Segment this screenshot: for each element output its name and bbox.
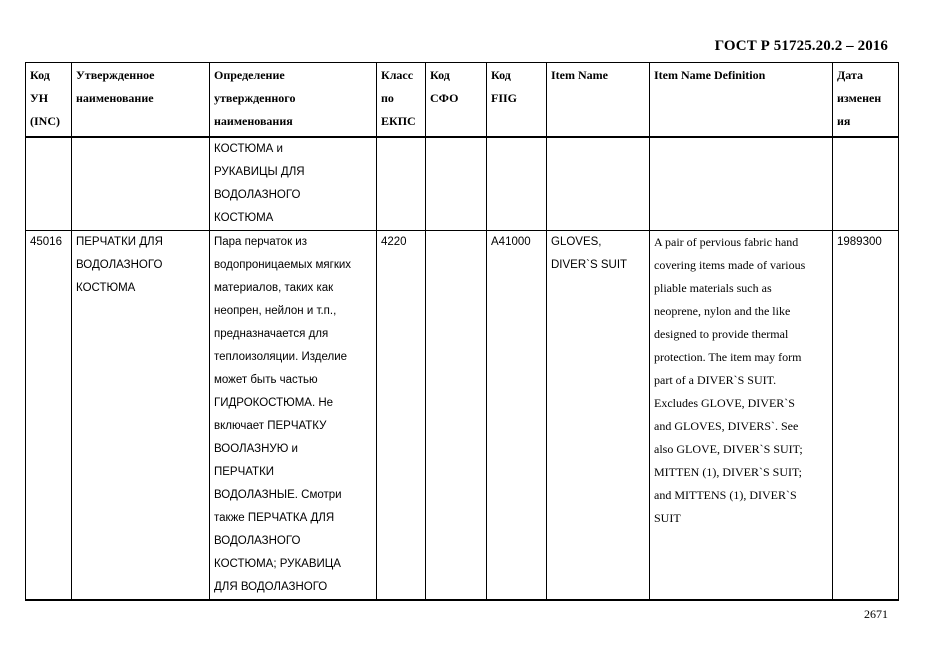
header-approved-name: Утвержденное наименование bbox=[72, 63, 210, 138]
document-standard-title: ГОСТ Р 51725.20.2 – 2016 bbox=[714, 38, 888, 54]
cell-approved-name: ПЕРЧАТКИ ДЛЯ ВОДОЛАЗНОГО КОСТЮМА bbox=[72, 231, 210, 601]
header-ekps-class: Класс по ЕКПС bbox=[377, 63, 426, 138]
header-definition: Определение утвержденного наименования bbox=[210, 63, 377, 138]
header-item-name: Item Name bbox=[547, 63, 650, 138]
table-header-row bbox=[26, 63, 899, 138]
cell-sfo-code bbox=[426, 231, 487, 601]
cell-change-date: 1989300 bbox=[833, 231, 899, 601]
cell-fiig-code: A41000 bbox=[487, 231, 547, 601]
cell-item-name-definition: A pair of pervious fabric hand covering items made of various pliable materials such as neoprene, nylon and the like designed to provide thermal protection. The item may form part of a DIVER`S SUIT. Excludes GLOVE, DIVER`S and GLOVES, DIVERS`. See also GLOVE, DIVER`S SUIT; MITTEN (1), DIVER`S SUIT; and MITTENS (1), DIVER`S SUIT bbox=[650, 231, 833, 601]
catalog-table bbox=[25, 62, 899, 601]
cell-ekps-class: 4220 bbox=[377, 231, 426, 601]
cell-item-name: GLOVES, DIVER`S SUIT bbox=[547, 231, 650, 601]
table-row-continuation bbox=[26, 137, 899, 231]
cell-fiig-code bbox=[487, 137, 547, 231]
cell-definition: КОСТЮМА и РУКАВИЦЫ ДЛЯ ВОДОЛАЗНОГО КОСТЮМА bbox=[210, 137, 377, 231]
table-row bbox=[26, 231, 899, 601]
page-number: 2671 bbox=[864, 607, 888, 621]
cell-change-date bbox=[833, 137, 899, 231]
cell-definition: Пара перчаток из водопроницаемых мягких материалов, таких как неопрен, нейлон и т.п., предназначается для теплоизоляции. Изделие может быть частью ГИДРОКОСТЮМА. Не включает ПЕРЧАТКУ ВООЛАЗНУЮ и ПЕРЧАТКИ ВОДОЛАЗНЫЕ. Смотри также ПЕРЧАТКА ДЛЯ ВОДОЛАЗНОГО КОСТЮМА; РУКАВИЦА ДЛЯ ВОДОЛАЗНОГО bbox=[210, 231, 377, 601]
cell-inc bbox=[26, 137, 72, 231]
cell-item-name-definition bbox=[650, 137, 833, 231]
header-sfo-code: Код СФО bbox=[426, 63, 487, 138]
cell-item-name bbox=[547, 137, 650, 231]
header-item-name-definition: Item Name Definition bbox=[650, 63, 833, 138]
header-fiig-code: Код FIIG bbox=[487, 63, 547, 138]
header-change-date: Дата изменен ия bbox=[833, 63, 899, 138]
cell-inc: 45016 bbox=[26, 231, 72, 601]
cell-sfo-code bbox=[426, 137, 487, 231]
cell-approved-name bbox=[72, 137, 210, 231]
header-inc: Код УН (INC) bbox=[26, 63, 72, 138]
cell-ekps-class bbox=[377, 137, 426, 231]
